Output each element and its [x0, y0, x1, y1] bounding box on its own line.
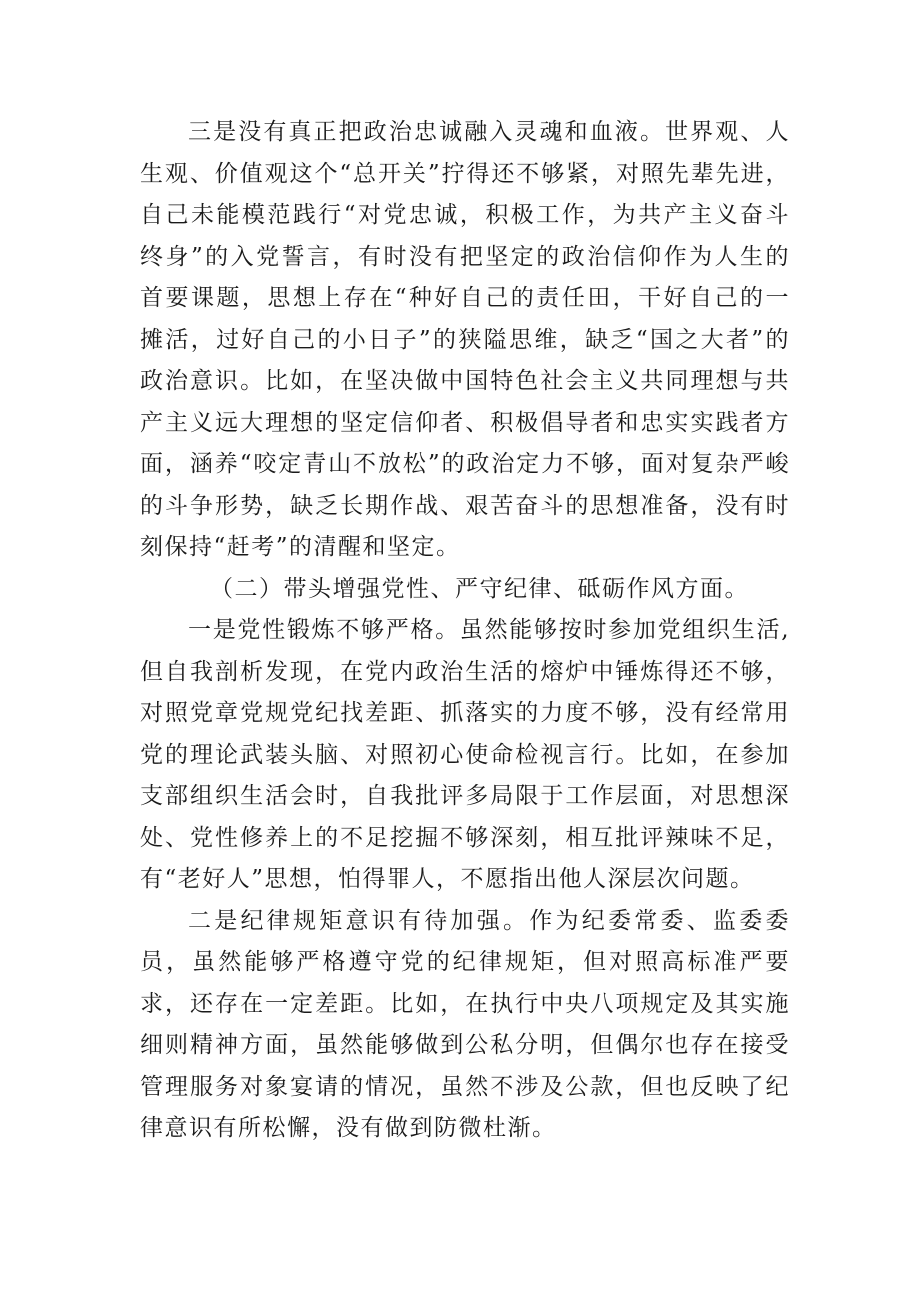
paragraph-political-loyalty: 三是没有真正把政治忠诚融入灵魂和血液。世界观、人生观、价值观这个“总开关”拧得还不够紧，对照先辈先进，自己未能模范践行“对党忠诚，积极工作，为共产主义奋斗终身”的入党誓言，有时没有把坚定的政治信仰作为人生的首要课题，思想上存在“种好自己的责任田，干好自己的一摊活，过好自己的小日子”的狭隘思维，缺乏“国之大者”的政治意识。比如，在坚决做中国特色社会主义共同理想与共产主义远大理想的坚定信仰者、积极倡导者和忠实实践者方面，涵养“咬定青山不放松”的政治定力不够，面对复杂严峻的斗争形势，缺乏长期作战、艰苦奋斗的思想准备，没有时刻保持“赶考”的清醒和坚定。	[140, 119, 790, 560]
paragraph-party-spirit-training: 一是党性锻炼不够严格。虽然能够按时参加党组织生活,但自我剖析发现，在党内政治生活的熔炉中锤炼得还不够，对照党章党规党纪找差距、抓落实的力度不够，没有经常用党的理论武装头脑、对照初心使命检视言行。比如，在参加支部组织生活会时，自我批评多局限于工作层面，对思想深处、党性修养上的不足挖掘不够深刻，相互批评辣味不足，有“老好人”思想，怕得罪人，不愿指出他人深层次问题。	[140, 617, 790, 892]
section-heading-party-spirit: （二）带头增强党性、严守纪律、砥砺作风方面。	[210, 575, 749, 602]
document-body	[140, 112, 790, 1150]
paragraph-discipline-awareness: 二是纪律规矩意识有待加强。作为纪委常委、监委委员，虽然能够严格遵守党的纪律规矩，但对照高标准严要求，还存在一定差距。比如，在执行中央八项规定及其实施细则精神方面，虽然能够做到公私分明，但偶尔也存在接受管理服务对象宴请的情况，虽然不涉及公款，但也反映了纪律意识有所松懈，没有做到防微杜渐。	[140, 907, 790, 1141]
